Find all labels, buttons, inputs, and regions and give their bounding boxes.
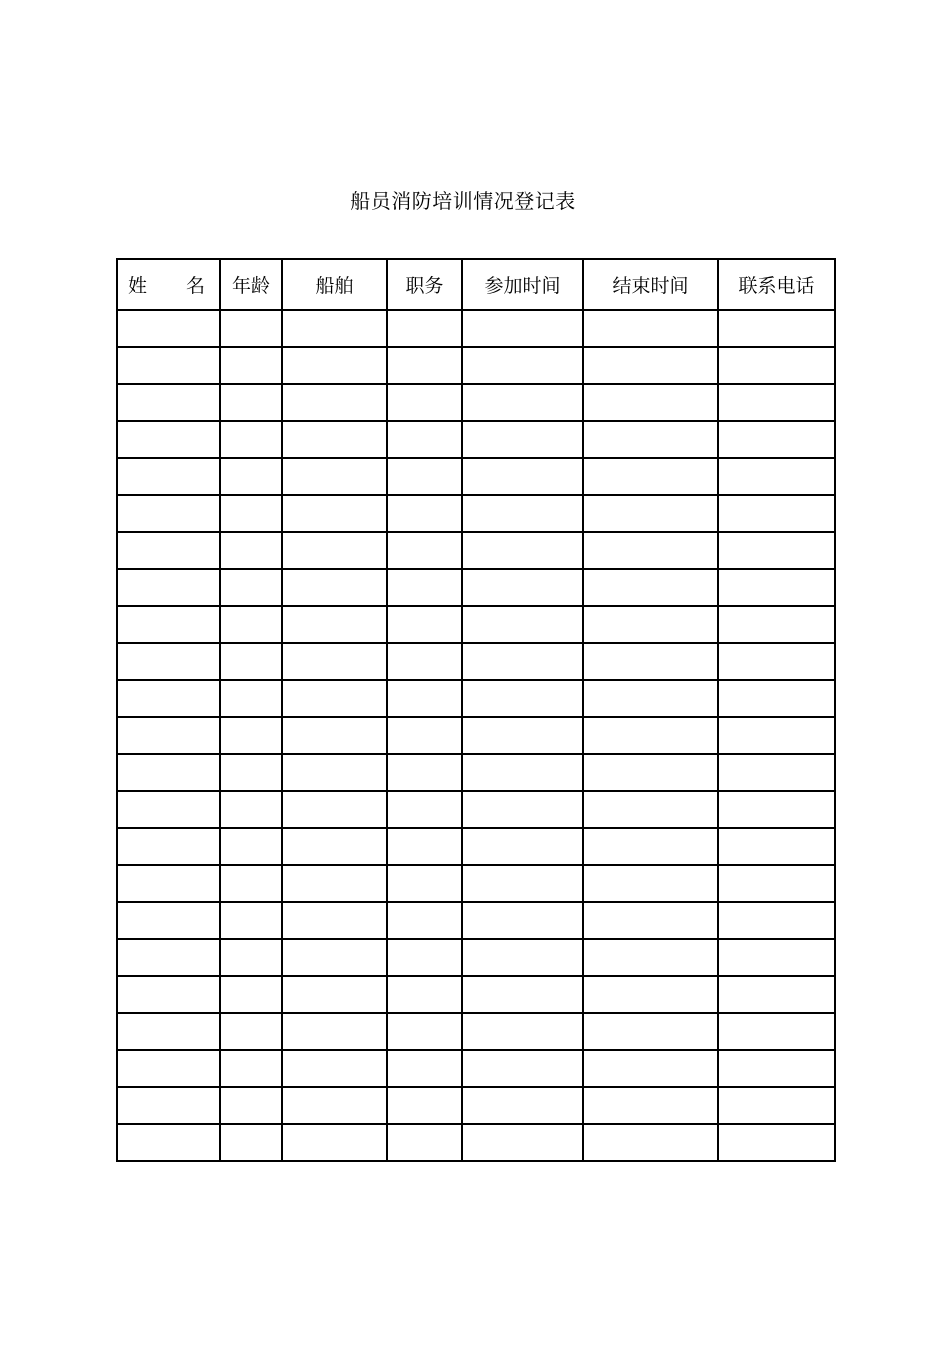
cell-start-time xyxy=(462,532,583,569)
cell-ship xyxy=(282,865,387,902)
cell-age xyxy=(220,754,282,791)
cell-position xyxy=(387,1087,462,1124)
cell-position xyxy=(387,754,462,791)
table-row xyxy=(117,791,835,828)
cell-end-time xyxy=(583,643,718,680)
cell-end-time xyxy=(583,495,718,532)
cell-age xyxy=(220,828,282,865)
table-row xyxy=(117,384,835,421)
header-start-time: 参加时间 xyxy=(462,259,583,310)
cell-start-time xyxy=(462,643,583,680)
table-row xyxy=(117,532,835,569)
cell-age xyxy=(220,384,282,421)
cell-age xyxy=(220,606,282,643)
cell-ship xyxy=(282,791,387,828)
cell-phone xyxy=(718,865,835,902)
cell-start-time xyxy=(462,310,583,347)
cell-ship xyxy=(282,976,387,1013)
table-row xyxy=(117,310,835,347)
cell-ship xyxy=(282,458,387,495)
cell-position xyxy=(387,1013,462,1050)
cell-name xyxy=(117,421,220,458)
cell-start-time xyxy=(462,421,583,458)
cell-start-time xyxy=(462,569,583,606)
header-row xyxy=(117,259,835,310)
cell-position xyxy=(387,976,462,1013)
cell-end-time xyxy=(583,606,718,643)
cell-ship xyxy=(282,532,387,569)
cell-phone xyxy=(718,902,835,939)
cell-end-time xyxy=(583,828,718,865)
cell-start-time xyxy=(462,458,583,495)
cell-age xyxy=(220,680,282,717)
cell-start-time xyxy=(462,902,583,939)
cell-end-time xyxy=(583,1087,718,1124)
table-row xyxy=(117,865,835,902)
cell-end-time xyxy=(583,717,718,754)
cell-ship xyxy=(282,421,387,458)
table-row xyxy=(117,643,835,680)
cell-name xyxy=(117,976,220,1013)
header-name-char1: 姓 xyxy=(128,275,148,297)
cell-name xyxy=(117,1050,220,1087)
cell-ship xyxy=(282,754,387,791)
cell-position xyxy=(387,791,462,828)
cell-position xyxy=(387,532,462,569)
cell-name xyxy=(117,532,220,569)
table-row xyxy=(117,828,835,865)
table-row xyxy=(117,606,835,643)
table-row xyxy=(117,1050,835,1087)
cell-ship xyxy=(282,495,387,532)
header-end-time: 结束时间 xyxy=(583,259,718,310)
cell-ship xyxy=(282,643,387,680)
cell-phone xyxy=(718,458,835,495)
cell-age xyxy=(220,717,282,754)
table-row xyxy=(117,939,835,976)
cell-age xyxy=(220,976,282,1013)
cell-start-time xyxy=(462,347,583,384)
header-age: 年龄 xyxy=(220,259,282,310)
cell-ship xyxy=(282,1087,387,1124)
cell-start-time xyxy=(462,1087,583,1124)
cell-position xyxy=(387,495,462,532)
cell-position xyxy=(387,865,462,902)
cell-name xyxy=(117,1013,220,1050)
cell-age xyxy=(220,1087,282,1124)
header-name xyxy=(117,259,220,310)
cell-end-time xyxy=(583,939,718,976)
cell-name xyxy=(117,458,220,495)
cell-age xyxy=(220,310,282,347)
cell-age xyxy=(220,532,282,569)
cell-name xyxy=(117,754,220,791)
cell-start-time xyxy=(462,1013,583,1050)
cell-name xyxy=(117,310,220,347)
cell-phone xyxy=(718,1087,835,1124)
cell-phone xyxy=(718,347,835,384)
cell-phone xyxy=(718,717,835,754)
cell-age xyxy=(220,643,282,680)
cell-position xyxy=(387,569,462,606)
cell-end-time xyxy=(583,791,718,828)
cell-name xyxy=(117,1124,220,1161)
cell-age xyxy=(220,1124,282,1161)
cell-ship xyxy=(282,828,387,865)
cell-phone xyxy=(718,976,835,1013)
cell-start-time xyxy=(462,828,583,865)
cell-end-time xyxy=(583,976,718,1013)
cell-phone xyxy=(718,1124,835,1161)
cell-phone xyxy=(718,643,835,680)
cell-name xyxy=(117,791,220,828)
cell-position xyxy=(387,902,462,939)
cell-age xyxy=(220,791,282,828)
cell-phone xyxy=(718,310,835,347)
cell-start-time xyxy=(462,976,583,1013)
table-row xyxy=(117,680,835,717)
header-ship: 船舶 xyxy=(282,259,387,310)
cell-start-time xyxy=(462,791,583,828)
cell-start-time xyxy=(462,939,583,976)
cell-phone xyxy=(718,606,835,643)
cell-ship xyxy=(282,1124,387,1161)
cell-start-time xyxy=(462,1050,583,1087)
cell-age xyxy=(220,347,282,384)
cell-name xyxy=(117,347,220,384)
cell-phone xyxy=(718,754,835,791)
cell-position xyxy=(387,939,462,976)
cell-phone xyxy=(718,680,835,717)
cell-end-time xyxy=(583,680,718,717)
cell-end-time xyxy=(583,347,718,384)
cell-ship xyxy=(282,717,387,754)
header-phone: 联系电话 xyxy=(718,259,835,310)
cell-start-time xyxy=(462,717,583,754)
cell-end-time xyxy=(583,569,718,606)
cell-end-time xyxy=(583,865,718,902)
page-title: 船员消防培训情况登记表 xyxy=(350,189,576,213)
cell-ship xyxy=(282,902,387,939)
cell-name xyxy=(117,384,220,421)
cell-ship xyxy=(282,680,387,717)
cell-age xyxy=(220,421,282,458)
cell-ship xyxy=(282,606,387,643)
cell-phone xyxy=(718,791,835,828)
header-position: 职务 xyxy=(387,259,462,310)
cell-age xyxy=(220,902,282,939)
cell-start-time xyxy=(462,384,583,421)
cell-ship xyxy=(282,939,387,976)
cell-name xyxy=(117,606,220,643)
cell-end-time xyxy=(583,421,718,458)
cell-name xyxy=(117,643,220,680)
cell-start-time xyxy=(462,754,583,791)
table-row xyxy=(117,976,835,1013)
table-row xyxy=(117,902,835,939)
cell-phone xyxy=(718,1050,835,1087)
cell-end-time xyxy=(583,1124,718,1161)
cell-end-time xyxy=(583,754,718,791)
cell-age xyxy=(220,569,282,606)
cell-name xyxy=(117,939,220,976)
cell-position xyxy=(387,384,462,421)
cell-position xyxy=(387,421,462,458)
cell-position xyxy=(387,643,462,680)
cell-start-time xyxy=(462,680,583,717)
cell-position xyxy=(387,828,462,865)
table-row xyxy=(117,495,835,532)
cell-start-time xyxy=(462,495,583,532)
cell-name xyxy=(117,902,220,939)
cell-end-time xyxy=(583,902,718,939)
cell-age xyxy=(220,1050,282,1087)
cell-ship xyxy=(282,310,387,347)
cell-ship xyxy=(282,347,387,384)
table-row xyxy=(117,421,835,458)
cell-phone xyxy=(718,421,835,458)
cell-age xyxy=(220,458,282,495)
cell-phone xyxy=(718,495,835,532)
cell-ship xyxy=(282,569,387,606)
cell-end-time xyxy=(583,1013,718,1050)
cell-age xyxy=(220,1013,282,1050)
cell-name xyxy=(117,1087,220,1124)
table-row xyxy=(117,569,835,606)
table-row xyxy=(117,717,835,754)
header-name-char2: 名 xyxy=(185,275,205,297)
cell-name xyxy=(117,828,220,865)
table-row xyxy=(117,1087,835,1124)
cell-end-time xyxy=(583,1050,718,1087)
cell-age xyxy=(220,495,282,532)
table-row xyxy=(117,458,835,495)
table-row xyxy=(117,754,835,791)
cell-position xyxy=(387,347,462,384)
registration-table xyxy=(116,258,836,1162)
cell-end-time xyxy=(583,310,718,347)
cell-ship xyxy=(282,1050,387,1087)
cell-name xyxy=(117,865,220,902)
cell-name xyxy=(117,717,220,754)
cell-name xyxy=(117,569,220,606)
cell-name xyxy=(117,495,220,532)
cell-phone xyxy=(718,939,835,976)
cell-end-time xyxy=(583,532,718,569)
cell-start-time xyxy=(462,865,583,902)
cell-phone xyxy=(718,828,835,865)
cell-phone xyxy=(718,384,835,421)
table-body xyxy=(117,310,835,1161)
cell-start-time xyxy=(462,606,583,643)
cell-age xyxy=(220,865,282,902)
cell-position xyxy=(387,310,462,347)
cell-ship xyxy=(282,384,387,421)
cell-position xyxy=(387,458,462,495)
cell-ship xyxy=(282,1013,387,1050)
cell-name xyxy=(117,680,220,717)
table-row xyxy=(117,347,835,384)
cell-phone xyxy=(718,532,835,569)
table-row xyxy=(117,1013,835,1050)
cell-end-time xyxy=(583,384,718,421)
cell-position xyxy=(387,1124,462,1161)
cell-position xyxy=(387,717,462,754)
cell-start-time xyxy=(462,1124,583,1161)
cell-phone xyxy=(718,569,835,606)
table-row xyxy=(117,1124,835,1161)
cell-position xyxy=(387,680,462,717)
cell-phone xyxy=(718,1013,835,1050)
cell-position xyxy=(387,606,462,643)
cell-position xyxy=(387,1050,462,1087)
cell-age xyxy=(220,939,282,976)
cell-end-time xyxy=(583,458,718,495)
